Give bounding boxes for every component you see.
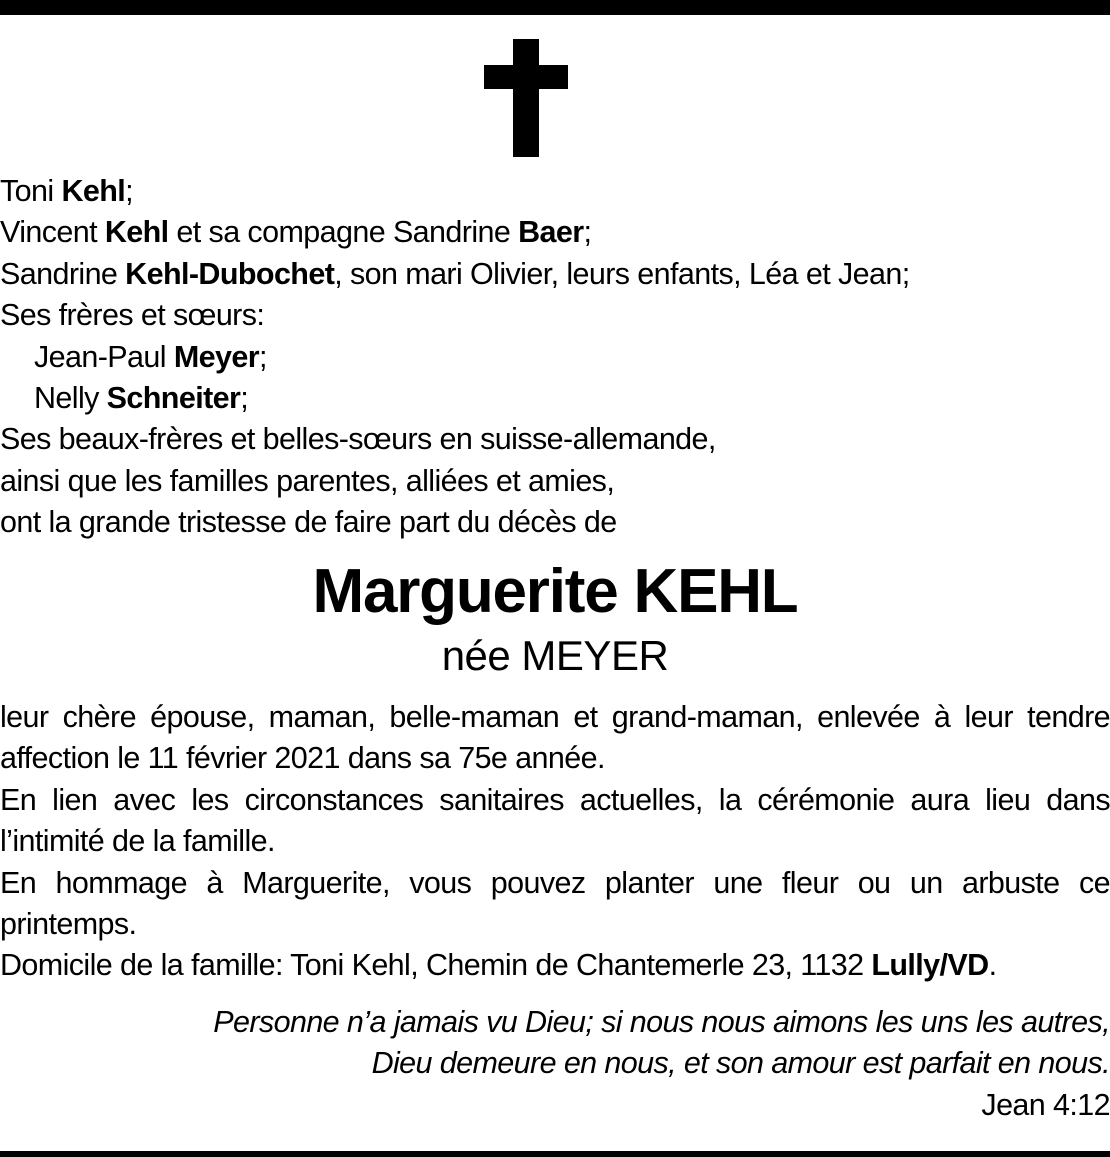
text: Vincent (0, 215, 105, 250)
announcement-body (0, 697, 1110, 987)
text: et sa compagne Sandrine (168, 215, 519, 250)
bottom-rule (0, 1151, 1110, 1157)
family-domicile (0, 945, 1110, 986)
surname: Kehl-Dubochet (125, 256, 335, 291)
text: Sandrine (0, 256, 126, 291)
family-line-9: ont la grande tristesse de faire part du décès de (0, 505, 617, 540)
text: Domicile de la famille: Toni Kehl, Chemin de Chantemerle 23, 1132 (0, 948, 872, 983)
cross-vertical-bar (513, 39, 539, 157)
paragraph-3: En hommage à Marguerite, vous pouvez planter une fleur ou un arbuste ce printemps. (0, 865, 1110, 942)
text: Toni (0, 174, 62, 208)
paragraph-1: leur chère épouse, maman, belle-maman et grand-maman, enlevée à leur tendre affection le 11 février 2021 dans sa 75e année. (0, 700, 1110, 776)
top-rule (0, 0, 1110, 15)
surname: Kehl (104, 215, 169, 250)
deceased-name: Marguerite KEHL (312, 557, 798, 626)
family-line-8: ainsi que les familles parentes, alliées et amies, (0, 463, 615, 498)
bible-quote (0, 1002, 1110, 1126)
text: . (988, 948, 997, 983)
family-line-5 (0, 337, 1110, 378)
maiden-name: née MEYER (441, 632, 669, 679)
surname: Schneiter (106, 381, 241, 416)
family-line-2 (0, 212, 1110, 253)
paragraph-2: En lien avec les circonstances sanitaires actuelles, la cérémonie aura lieu dans l’intimité de la famille. (0, 782, 1110, 859)
quote-line-1: Personne n’a jamais vu Dieu; si nous nous aimons les uns les autres, (213, 1005, 1110, 1039)
family-line-7: Ses beaux-frères et belles-sœurs en suisse-allemande, (0, 422, 716, 457)
quote-line-2: Dieu demeure en nous, et son amour est parfait en nous. (371, 1046, 1110, 1081)
text: ; (125, 174, 134, 208)
text: ; (240, 381, 249, 416)
cross-horizontal-bar (484, 65, 568, 89)
surname: Baer (518, 215, 584, 250)
text: ; (259, 339, 267, 374)
surname: Kehl (61, 174, 126, 208)
surname: Meyer (173, 339, 259, 374)
text: Jean-Paul (34, 339, 174, 374)
family-line-4: Ses frères et sœurs: (0, 298, 265, 333)
text: , son mari Olivier, leurs enfants, Léa et Jean; (334, 256, 910, 291)
family-line-1 (0, 171, 1110, 212)
quote-reference: Jean 4:12 (981, 1087, 1110, 1122)
latin-cross-icon (484, 39, 568, 157)
locality: Lully/VD (871, 948, 989, 983)
text: ; (583, 215, 592, 250)
family-line-6 (0, 378, 1110, 419)
family-list (0, 171, 1110, 544)
text: Nelly (34, 381, 107, 416)
family-line-3 (0, 254, 1110, 295)
